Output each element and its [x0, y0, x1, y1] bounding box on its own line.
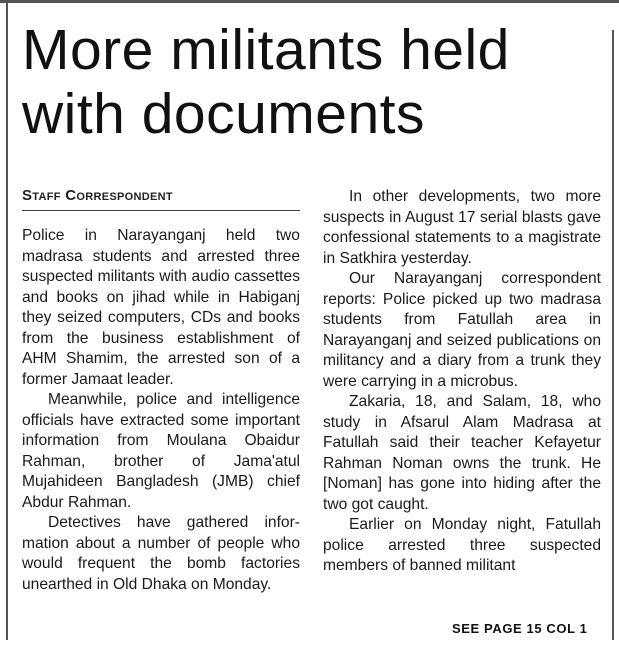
paragraph: Detectives have gathered information about a number of people who would frequent the bomb factories unearthed in Old Dhaka on Monday.: [22, 514, 300, 593]
right-column-rule: [612, 30, 614, 640]
headline-line-1: More militants held: [22, 18, 510, 82]
byline-underline: [22, 210, 300, 211]
paragraph: Zakaria, 18, and Salam, 18, who study in Afsarul Alam Madrasa at Fatullah said their teacher Kefayetur Rahman Noman owns the trunk. He [Noman] has gone into hiding after the two got caught.: [323, 393, 601, 513]
byline: Staff Correspondent: [22, 187, 173, 204]
paragraph: Police in Narayanganj held two madrasa students and arrested three suspected militants with audio cassettes and books on jihad while in Habiganj they seized computers, CDs and books from the business establishment of AHM Shamim, the arrested son of a former Jamaat leader.: [22, 227, 300, 388]
paragraph: Earlier on Monday night, Fatullah police arrested three suspected members of banned militant: [323, 516, 601, 574]
top-border-rule: [0, 0, 619, 3]
article-column-1: [22, 226, 300, 595]
paragraph: In other developments, two more suspects in August 17 serial blasts gave confessional statements to a magistrate in Satkhira yesterday.: [323, 188, 601, 267]
continued-on-page-link[interactable]: SEE PAGE 15 COL 1: [452, 621, 588, 636]
headline: [22, 18, 612, 146]
headline-line-2: with documents: [22, 82, 426, 146]
article-column-2: [323, 187, 601, 577]
paragraph: Our Narayanganj correspondent reports: Police picked up two madrasa students from Fatullah area in Narayanganj and seized publications on militancy and a diary from a trunk they were carrying in a microbus.: [323, 270, 601, 390]
left-column-rule: [6, 0, 8, 640]
paragraph: Meanwhile, police and intelligence officials have extracted some important information from Moulana Obaidur Rahman, brother of Jama'atul Mujahideen Bangladesh (JMB) chief Abdur Rahman.: [22, 391, 300, 511]
